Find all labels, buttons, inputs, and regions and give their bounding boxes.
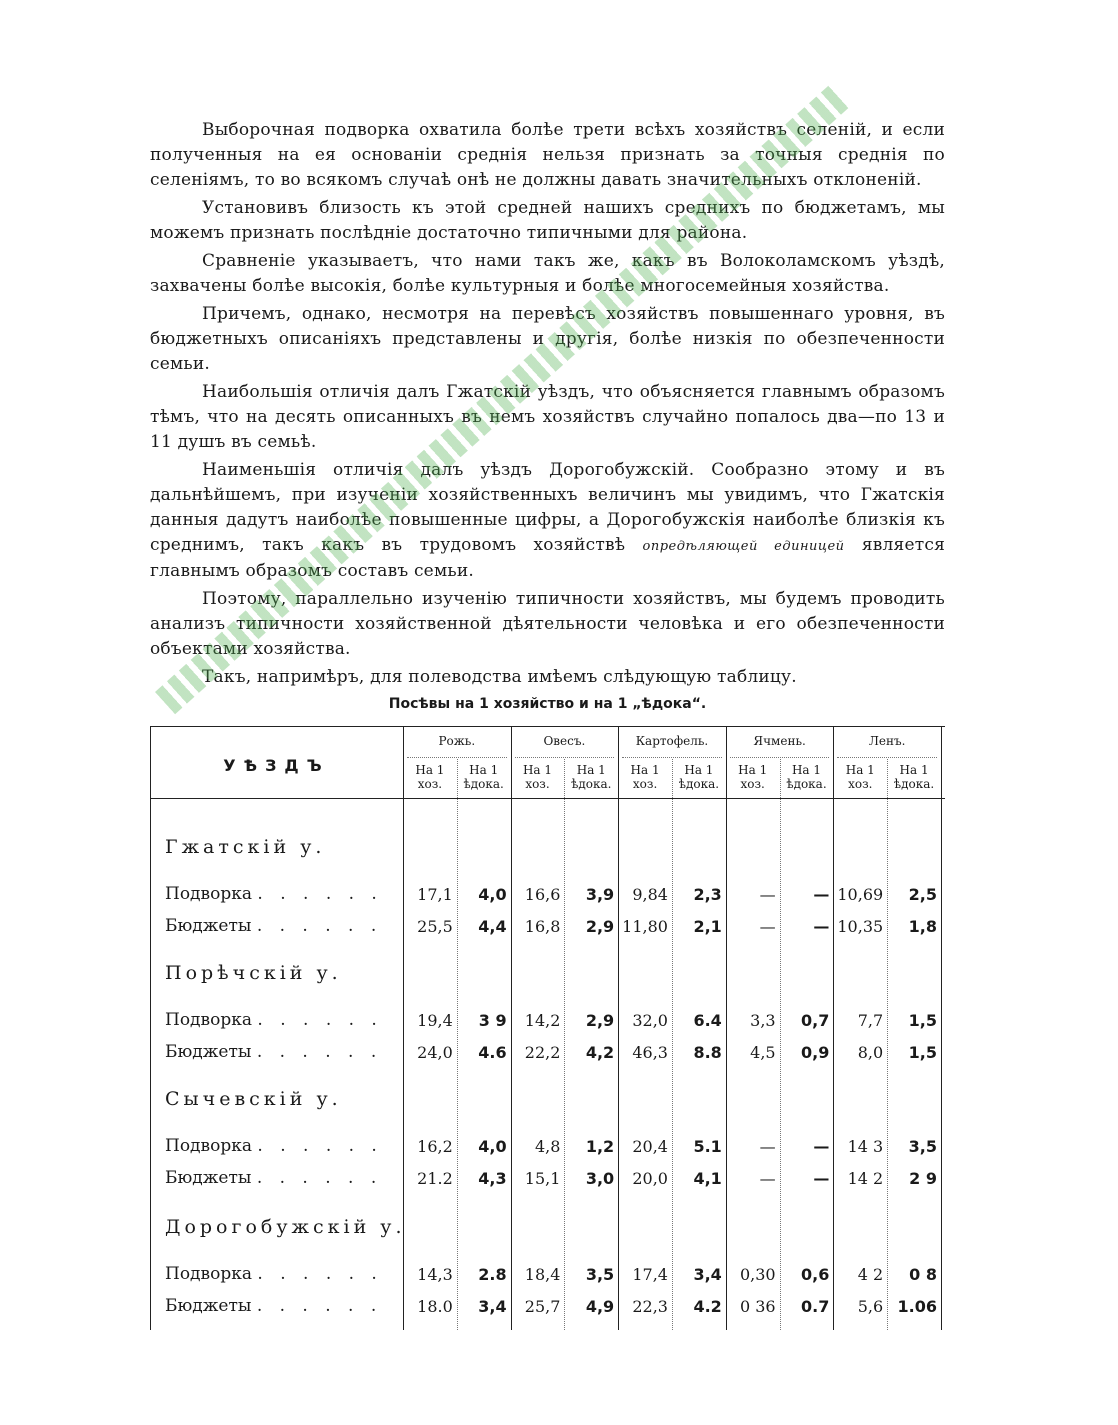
table-cell: — <box>759 1137 776 1156</box>
row-label-text: Бюджеты <box>165 1296 252 1316</box>
subheader-line: ѣдока. <box>571 777 612 791</box>
table-cell: 2,1 <box>693 917 722 936</box>
table-cell: 3,4 <box>693 1265 722 1284</box>
table-cell: 14,3 <box>417 1265 453 1284</box>
leader-dots: . . . . . . <box>256 1042 383 1062</box>
row-label-text: Подворка <box>165 1264 252 1284</box>
per-household-header <box>833 763 887 791</box>
per-household-header <box>511 763 565 791</box>
paragraph: Причемъ, однако, несмотря на перевѣсъ хозяйствъ повышеннаго уровня, въ бюджетныхъ описаніяхъ представлены и другія, болѣе низкія по обезпеченности семьи. <box>150 304 945 374</box>
table-caption: Посѣвы на 1 хозяйство и на 1 „ѣдока“. <box>388 696 707 712</box>
table-cell: 5.1 <box>693 1137 722 1156</box>
table-cell: 3,5 <box>585 1265 615 1284</box>
table-cell: 6.4 <box>693 1011 722 1030</box>
subheader-line: На 1 <box>738 763 768 777</box>
table-cell: 3,9 <box>585 885 615 904</box>
table-cell: 3,4 <box>478 1297 507 1316</box>
table-cell: 2.8 <box>478 1265 507 1284</box>
table-cell: 3 9 <box>478 1011 507 1030</box>
district-name: Гжатскій у. <box>165 836 326 858</box>
district-name: Порѣчскій у. <box>165 962 342 984</box>
row-label <box>165 1264 383 1284</box>
leader-dots: . . . . . . <box>257 1264 383 1284</box>
paragraph <box>150 458 945 584</box>
table-cell: — <box>759 885 776 904</box>
subheader-line: хоз. <box>632 777 658 791</box>
table-cell: 8.8 <box>693 1043 722 1062</box>
table-cell: 1,5 <box>908 1043 937 1062</box>
per-eater-header <box>887 763 941 791</box>
crop-header-rule <box>515 757 615 758</box>
crop-header-rule <box>837 757 937 758</box>
table-cell: 1,5 <box>908 1011 937 1030</box>
per-household-header <box>618 763 672 791</box>
table-cell: 25,7 <box>524 1297 561 1316</box>
table-cell: 22,3 <box>632 1297 668 1316</box>
per-household-header <box>403 763 457 791</box>
table-cell: 1,2 <box>585 1137 615 1156</box>
table-cell: 10,69 <box>837 885 884 904</box>
sowing-table <box>150 726 945 1330</box>
table-cell: 4,4 <box>478 917 507 936</box>
table-cell: 32,0 <box>632 1011 668 1030</box>
table-cell: — <box>813 1169 830 1188</box>
subheader-line: ѣдока. <box>463 777 504 791</box>
table-cell: — <box>759 917 776 936</box>
leader-dots: . . . . . . <box>257 1010 383 1030</box>
table-cell: 16,6 <box>524 885 561 904</box>
subheader-line: На 1 <box>899 763 929 777</box>
table-cell: 0,6 <box>801 1265 830 1284</box>
table-cell: 3,3 <box>750 1011 776 1030</box>
table-cell: 8,0 <box>857 1043 884 1062</box>
row-label <box>165 1136 383 1156</box>
table-cell: 20,4 <box>632 1137 668 1156</box>
district-name: Сычевскій у. <box>165 1088 342 1110</box>
table-cell: 16,2 <box>417 1137 453 1156</box>
table-cell: 21.2 <box>417 1169 453 1188</box>
table-cell: 24,0 <box>417 1043 453 1062</box>
per-eater-header <box>780 763 834 791</box>
crop-header: Картофель. <box>635 734 709 748</box>
per-eater-header <box>672 763 726 791</box>
table-cell: 7,7 <box>857 1011 884 1030</box>
paragraph: Установивъ близость къ этой средней нашихъ среднихъ по бюджетамъ, мы можемъ признать послѣдніе достаточно типичными для района. <box>150 198 945 243</box>
table-cell: 9,84 <box>632 885 668 904</box>
subheader-line: хоз. <box>740 777 765 791</box>
row-label-text: Подворка <box>165 1136 252 1156</box>
table-cell: 4 2 <box>857 1265 884 1284</box>
uezd-header: УѢЗДЪ <box>223 756 330 775</box>
table-cell: 14,2 <box>524 1011 561 1030</box>
table-cell: — <box>759 1169 776 1188</box>
subheader-line: На 1 <box>576 763 606 777</box>
subheader-line: На 1 <box>469 763 499 777</box>
table-cell: 4,8 <box>534 1137 561 1156</box>
leader-dots: . . . . . . <box>256 1168 383 1188</box>
crop-header: Овесъ. <box>543 734 586 748</box>
table-cell: 4.6 <box>478 1043 507 1062</box>
row-label-text: Подворка <box>165 884 252 904</box>
table-cell: 15,1 <box>524 1169 561 1188</box>
table-cell: 3,0 <box>585 1169 615 1188</box>
subheader-line: ѣдока. <box>678 777 720 791</box>
per-eater-header <box>457 763 511 791</box>
table-cell: 0 8 <box>909 1265 937 1284</box>
subheader-line: На 1 <box>522 763 553 777</box>
subheader-line: хоз. <box>417 777 443 791</box>
table-cell: 0,9 <box>801 1043 830 1062</box>
table-cell: 16,8 <box>524 917 561 936</box>
table-cell: 0,30 <box>739 1265 776 1284</box>
table-cell: 3,5 <box>908 1137 937 1156</box>
row-label-text: Бюджеты <box>165 1042 252 1062</box>
per-household-header <box>726 763 780 791</box>
table-cell: 4,5 <box>750 1043 776 1062</box>
table-cell: 2 9 <box>909 1169 937 1188</box>
table-cell: 25,5 <box>417 917 453 936</box>
row-label <box>165 884 383 904</box>
paragraph-text: является главнымъ образомъ составъ семьи. <box>150 535 945 581</box>
table-header-rule <box>150 798 945 799</box>
table-cell: 4,3 <box>478 1169 507 1188</box>
table-cell: 18.0 <box>417 1297 453 1316</box>
emphasis-text: опредѣляющей единицей <box>642 539 845 554</box>
table-cell: 4,9 <box>585 1297 615 1316</box>
table-cell: 14 3 <box>847 1137 884 1156</box>
row-label <box>165 1010 383 1030</box>
leader-dots: . . . . . . <box>257 1136 383 1156</box>
row-label-text: Подворка <box>165 1010 252 1030</box>
paragraph: Выборочная подворка охватила болѣе трети всѣхъ хозяйствъ селеній, и если полученныя на ея основаніи среднія нельзя признать за точныя среднія по селеніямъ, то во всякомъ случаѣ онѣ не должны давать значительныхъ отклоненій. <box>150 120 945 190</box>
table-cell: 22,2 <box>524 1043 561 1062</box>
paragraph: Сравненіе указываетъ, что нами такъ же, какъ въ Волоколамскомъ уѣздѣ, захвачены болѣе высокія, болѣе культурныя и болѣе многосемейныя хозяйства. <box>150 251 945 296</box>
district-name: Дорогобужскій у. <box>165 1216 406 1238</box>
per-eater-header <box>564 763 618 791</box>
table-cell: 17,4 <box>632 1265 668 1284</box>
table-cell: 0.7 <box>801 1297 830 1316</box>
subheader-line: На 1 <box>415 763 445 777</box>
table-cell: 4,2 <box>585 1043 615 1062</box>
leader-dots: . . . . . . <box>257 884 383 904</box>
subheader-line: На 1 <box>684 763 714 777</box>
paragraph: Такъ, напримѣръ, для полеводства имѣемъ слѣдующую таблицу. <box>202 667 797 687</box>
table-cell: 5,6 <box>857 1297 884 1316</box>
table-cell: 4,0 <box>478 1137 507 1156</box>
crop-header: Ячмень. <box>753 734 806 748</box>
table-cell: — <box>813 917 830 936</box>
table-cell: 46,3 <box>632 1043 668 1062</box>
table-cell: 4,1 <box>693 1169 722 1188</box>
table-cell: 1.06 <box>897 1297 937 1316</box>
subheader-line: На 1 <box>791 763 822 777</box>
subheader-line: ѣдока. <box>893 777 935 791</box>
row-label-text: Бюджеты <box>165 1168 252 1188</box>
table-cell: 11,80 <box>622 917 668 936</box>
table-cell: 2,5 <box>908 885 937 904</box>
subheader-line: ѣдока. <box>786 777 827 791</box>
row-label <box>165 916 382 936</box>
table-cell: 0,7 <box>801 1011 830 1030</box>
table-cell: 0 36 <box>739 1297 776 1316</box>
table-cell: 2,9 <box>585 1011 615 1030</box>
crop-header-rule <box>622 757 722 758</box>
table-cell: 2,3 <box>693 885 722 904</box>
table-cell: 4.2 <box>693 1297 722 1316</box>
leader-dots: . . . . . . <box>256 1296 383 1316</box>
crop-header: Рожь. <box>438 734 476 748</box>
table-cell: 10,35 <box>837 917 884 936</box>
table-cell: 4,0 <box>478 885 507 904</box>
row-label-text: Бюджеты <box>165 916 252 936</box>
subheader-line: На 1 <box>845 763 875 777</box>
leader-dots: . . . . . . <box>256 916 383 936</box>
table-cell: 17,1 <box>417 885 453 904</box>
row-label <box>165 1042 382 1062</box>
crop-header-rule <box>730 757 830 758</box>
table-cell: 1,8 <box>908 917 937 936</box>
table-cell: 20,0 <box>632 1169 668 1188</box>
subheader-line: хоз. <box>525 777 550 791</box>
table-top-rule <box>150 726 945 727</box>
subheader-line: хоз. <box>848 777 873 791</box>
table-cell: 2,9 <box>585 917 615 936</box>
paragraph: Поэтому, параллельно изученію типичности хозяйствъ, мы будемъ проводить анализъ типичности хозяйственной дѣятельности человѣка и его обезпеченности объектами хозяйства. <box>150 589 945 659</box>
paragraph-text: Наименьшія отличія далъ уѣздъ Дорогобужскій. Сообразно этому и въ дальнѣйшемъ, при изученіи хозяйственныхъ величинъ мы увидимъ, что Гжатскія данныя дадутъ наиболѣе повышенные цифры, а Дорогобужскія наиболѣе близкія къ среднимъ, такъ какъ въ трудовомъ хозяйствѣ <box>150 460 945 555</box>
table-cell: 18,4 <box>524 1265 561 1284</box>
paragraph: Наибольшія отличія далъ Гжатскій уѣздъ, что объясняется главнымъ образомъ тѣмъ, что на десять описанныхъ въ немъ хозяйствъ случайно попалось два—по 13 и 11 душъ въ семьѣ. <box>150 382 945 452</box>
table-cell: — <box>813 885 830 904</box>
row-label <box>165 1296 382 1316</box>
table-left-rule <box>150 726 151 1330</box>
table-cell: 14 2 <box>847 1169 884 1188</box>
table-cell: — <box>813 1137 830 1156</box>
crop-header-rule <box>407 757 507 758</box>
table-cell: 19,4 <box>417 1011 453 1030</box>
crop-header: Ленъ. <box>868 734 906 748</box>
subheader-line: На 1 <box>630 763 660 777</box>
row-label <box>165 1168 382 1188</box>
table-right-rule <box>941 726 942 1330</box>
